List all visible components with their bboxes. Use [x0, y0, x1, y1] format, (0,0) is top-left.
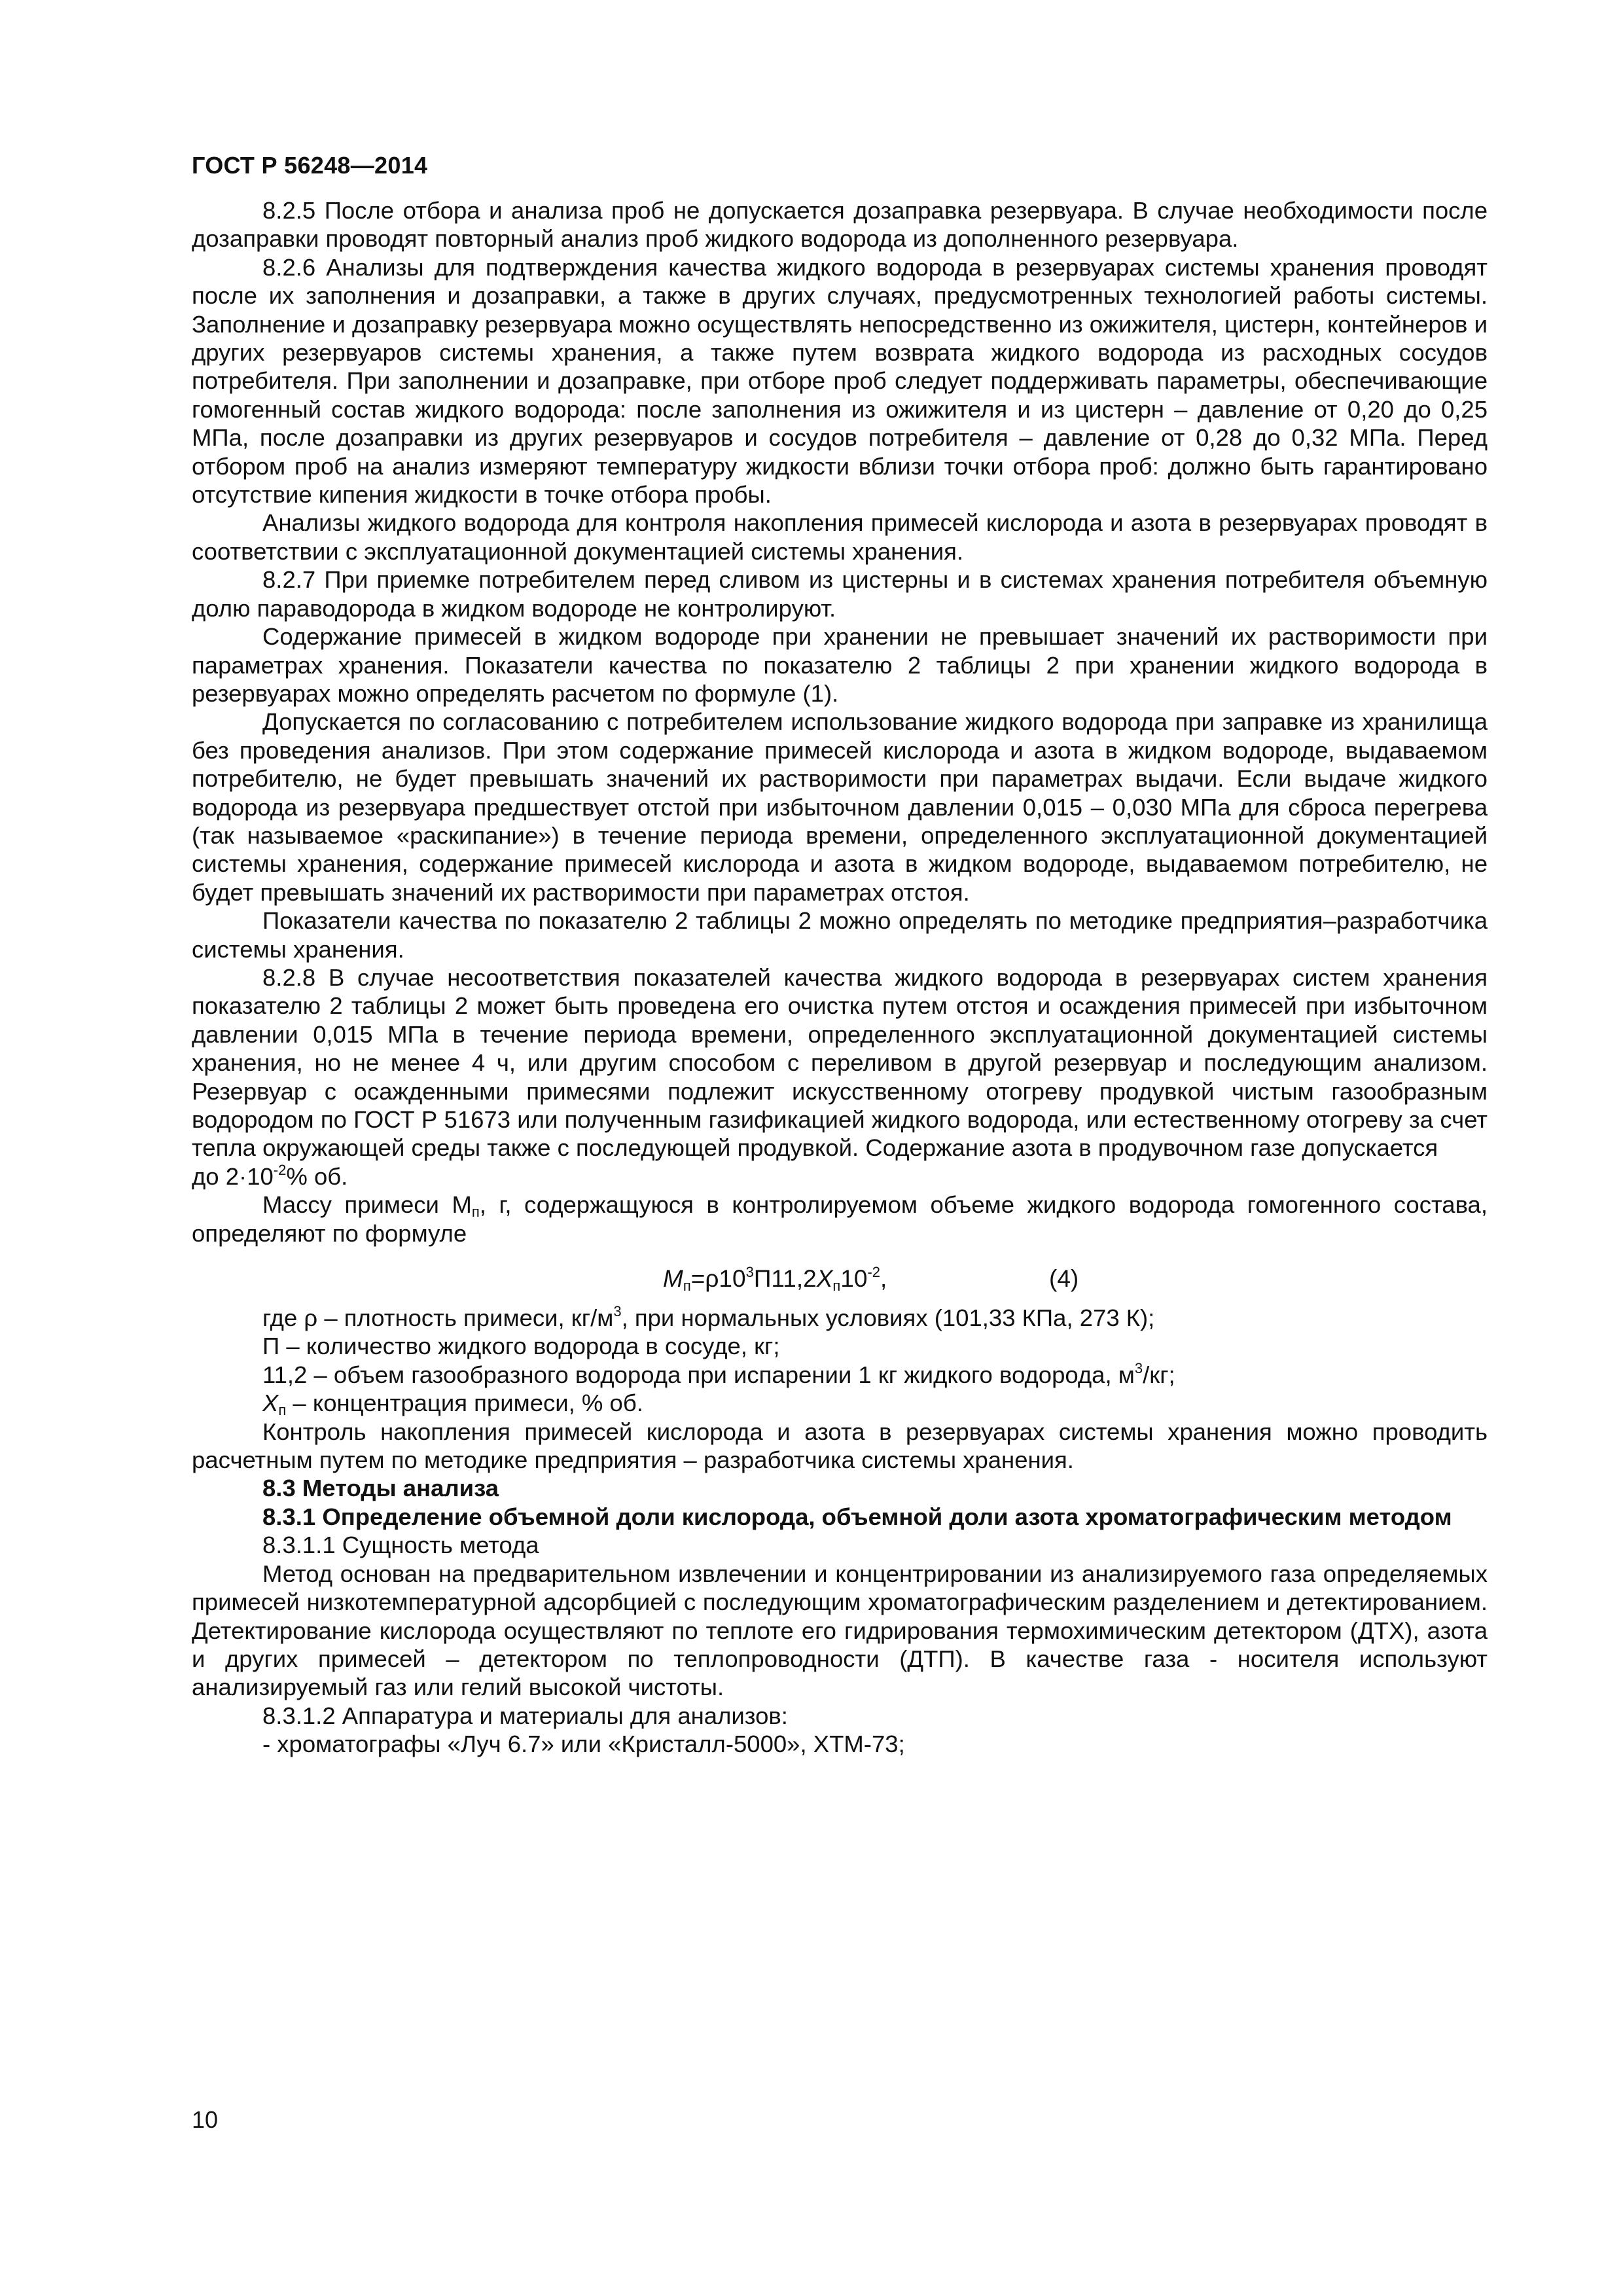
where-x-symbol: Х [262, 1390, 279, 1417]
formula-rho-part: =ρ10 [690, 1265, 746, 1293]
limit-unit: % об. [286, 1162, 348, 1190]
paragraph-8-2-8: 8.2.8 В случае несоответствия показателей качества жидкого водорода в резервуарах систем хранения показателю 2 таблицы 2 может быть проведена его очистка путем отстоя и осаждения примесей при избыточном давлении 0,015 МПа в течение периода времени, определенного эксплуатационной документацией системы хранения, но не менее 4 ч, или другим способом с переливом в другой резервуар и последующим анализом. Резервуар с осажденными примесями подлежит искусственному отогреву продувкой чистым газообразным водородом по ГОСТ Р 51673 или полученным газификацией жидкого водорода, или естественному отогреву за счет тепла окружающей среды также с последующей продувкой. Содержание азота в продувочном газе допускается [192, 963, 1488, 1162]
where-x-rest: – концентрация примеси, % об. [286, 1390, 643, 1417]
where-volume-rest: /кг; [1143, 1361, 1175, 1388]
where-x [192, 1389, 1488, 1417]
formula-expression [663, 1265, 887, 1293]
page-number: 10 [192, 2106, 219, 2133]
paragraph-8-2-7: 8.2.7 При приемке потребителем перед сливом из цистерны и в системах хранения потребителя объемную долю параводорода в жидком водороде не контролируют. [192, 566, 1488, 622]
formula-m-symbol: М [663, 1265, 683, 1293]
formula-x-subscript: п [832, 1278, 841, 1295]
formula-comma: , [880, 1265, 887, 1293]
document-header: ГОСТ Р 56248—2014 [192, 152, 428, 179]
paragraph-8-2-6: 8.2.6 Анализы для подтверждения качества жидкого водорода в резервуарах системы хранения проводят после их заполнения и дозаправки, а также в других случаях, предусмотренных технологией работы системы. Заполнение и дозаправку резервуара можно осуществлять непосредственно из ожижителя, цистерн, контейнеров и других резервуаров системы хранения, а также путем возврата жидкого водорода из расходных сосудов потребителя. При заполнении и дозаправке, при отборе проб следует поддерживать параметры, обеспечивающие гомогенный состав жидкого водорода: после заполнения из ожижителя и из цистерн – давление от 0,20 до 0,25 МПа, после дозаправки из других резервуаров и сосудов потребителя – давление от 0,28 до 0,32 МПа. Перед отбором проб на анализ измеряют температуру жидкости вблизи точки отбора проб: должно быть гарантировано отсутствие кипения жидкости в точке отбора пробы. [192, 253, 1488, 509]
section-8-3-title: 8.3 Методы анализа [262, 1475, 499, 1502]
where-x-subscript: п [278, 1402, 287, 1419]
document-body [192, 196, 1488, 1759]
nitrogen-limit-line [192, 1162, 1488, 1191]
where-volume-text: 11,2 – объем газообразного водорода при испарении 1 кг жидкого водорода, м [262, 1361, 1135, 1388]
formula-x-symbol: Х [816, 1265, 833, 1293]
section-8-3-1-2-title: 8.3.1.2 Аппаратура и материалы для анализов: [262, 1702, 788, 1729]
where-volume [192, 1361, 1488, 1389]
formula-middle-part: П11,2 [753, 1265, 817, 1293]
section-8-3-1-1-title: 8.3.1.1 Сущность метода [262, 1532, 539, 1559]
paragraph-accumulation-control: Контроль накопления примесей кислорода и азота в резервуарах системы хранения можно проводить расчетным путем по методике предприятия – разработчика системы хранения. [192, 1418, 1488, 1474]
paragraph-impurity-content: Содержание примесей в жидком водороде при хранении не превышает значений их растворимости при параметрах хранения. Показатели качества по показателю 2 таблицы 2 при хранении жидкого водорода в резервуарах можно определять расчетом по формуле (1). [192, 623, 1488, 707]
paragraph-without-analysis: Допускается по согласованию с потребителем использование жидкого водорода при заправке из хранилища без проведения анализов. При этом содержание примесей кислорода и азота в жидком водороде, выдаваемом потребителю, не будет превышать значений их растворимости при параметрах выдачи. Если выдаче жидкого водорода из резервуара предшествует отстой при избыточном давлении 0,015 – 0,030 МПа для сброса перегрева (так называемое «раскипание») в течение периода времени, определенного эксплуатационной документацией системы хранения, содержание примесей кислорода и азота в жидком водороде, выдаваемом потребителю, не будет превышать значений их растворимости при параметрах отстоя. [192, 708, 1488, 906]
where-volume-exponent: 3 [1134, 1359, 1143, 1376]
formula-4 [192, 1255, 1488, 1304]
where-p: П – количество жидкого водорода в сосуде, кг; [262, 1333, 780, 1360]
section-8-3-1-title: 8.3.1 Определение объемной доли кислорода, объемной доли азота хроматографическим методом [262, 1503, 1452, 1530]
paragraph-quality-method: Показатели качества по показателю 2 таблицы 2 можно определять по методике предприятия–разработчика системы хранения. [192, 907, 1488, 963]
where-rho-exponent: 3 [613, 1303, 622, 1320]
limit-exponent: -2 [273, 1161, 287, 1178]
paragraph-mass-formula-intro [192, 1191, 1488, 1247]
formula-exponent-3: 3 [745, 1264, 754, 1281]
formula-exponent-minus-2: -2 [867, 1264, 881, 1281]
where-rho-rest: , при нормальных условиях (101,33 КПа, 273 К); [621, 1304, 1155, 1332]
formula-m-subscript: п [683, 1278, 691, 1295]
mass-intro-subscript: п [471, 1204, 480, 1221]
equipment-list-item: - хроматографы «Луч 6.7» или «Кристалл-5000», ХТМ-73; [262, 1731, 905, 1758]
paragraph-analyses-control: Анализы жидкого водорода для контроля накопления примесей кислорода и азота в резервуарах проводят в соответствии с эксплуатационной документацией системы хранения. [192, 509, 1488, 565]
limit-text: до 2·10 [192, 1162, 274, 1190]
formula-ten: 10 [840, 1265, 868, 1293]
section-8-3-1-1-text: Метод основан на предварительном извлечении и концентрировании из анализируемого газа определяемых примесей низкотемпературной адсорбцией с последующим хроматографическим разделением и детектированием. Детектирование кислорода осуществляют по теплоте его гидрирования термохимическим детектором (ДТХ), азота и других примесей – детектором по теплопроводности (ДТП). В качестве газа - носителя используют анализируемый газ или гелий высокой чистоты. [192, 1560, 1488, 1701]
paragraph-8-2-5: 8.2.5 После отбора и анализа проб не допускается дозаправка резервуара. В случае необходимости после дозаправки проводят повторный анализ проб жидкого водорода из дополненного резервуара. [192, 197, 1488, 253]
where-rho-text: где ρ – плотность примеси, кг/м [262, 1304, 614, 1332]
mass-intro-rest: , г, содержащуюся в контролируемом объеме жидкого водорода гомогенного состава, определяют по формуле [192, 1191, 1488, 1247]
where-rho [192, 1304, 1488, 1332]
formula-number: (4) [1049, 1265, 1079, 1293]
mass-intro-text: Массу примеси М [262, 1191, 472, 1219]
